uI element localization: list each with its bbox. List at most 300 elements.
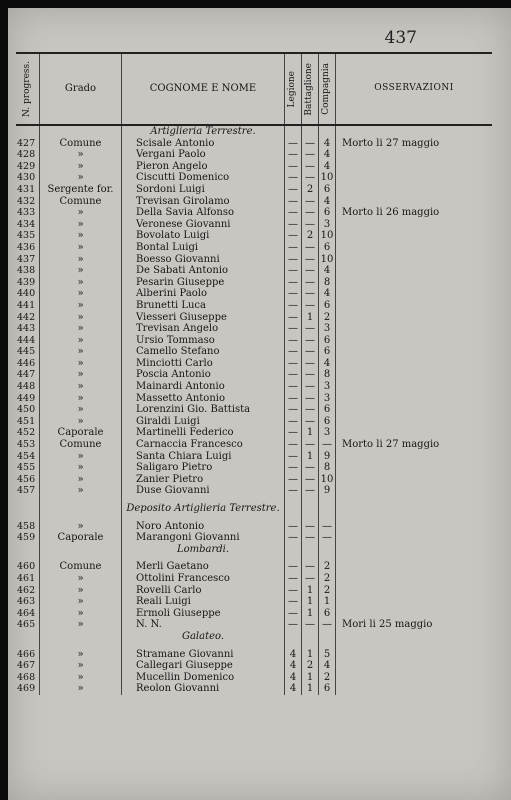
table-row — [16, 381, 492, 393]
grado-cell: » — [40, 404, 122, 416]
grado-cell: » — [40, 358, 122, 370]
compagnia-cell: — — [319, 439, 336, 451]
grado-cell: » — [40, 207, 122, 219]
battaglione-cell: 1 — [302, 312, 319, 324]
osservazioni-cell — [336, 485, 492, 497]
table-row — [16, 138, 492, 150]
battaglione-cell — [302, 503, 319, 515]
table-row — [16, 393, 492, 405]
battaglione-cell: 1 — [302, 585, 319, 597]
battaglione-cell: — — [302, 172, 319, 184]
osservazioni-cell — [336, 544, 492, 556]
battaglione-cell: — — [302, 462, 319, 474]
name-cell: Duse Giovanni — [122, 485, 285, 497]
osservazioni-cell — [336, 561, 492, 573]
progress-number: 427 — [16, 138, 40, 150]
legione-cell — [285, 544, 302, 556]
table-header — [16, 54, 492, 126]
progress-number: 432 — [16, 196, 40, 208]
name-cell: Callegari Giuseppe — [122, 660, 285, 672]
compagnia-cell: 10 — [319, 230, 336, 242]
grado-cell: » — [40, 660, 122, 672]
compagnia-cell: 6 — [319, 335, 336, 347]
battaglione-cell — [302, 631, 319, 643]
progress-number: 448 — [16, 381, 40, 393]
legione-cell: — — [285, 230, 302, 242]
name-cell: Della Savia Alfonso — [122, 207, 285, 219]
osservazioni-cell — [336, 608, 492, 620]
progress-number: 431 — [16, 184, 40, 196]
battaglione-cell: — — [302, 439, 319, 451]
grado-cell: » — [40, 172, 122, 184]
table-row — [16, 207, 492, 219]
section-heading-row — [16, 544, 492, 556]
progress-number: 458 — [16, 521, 40, 533]
compagnia-cell: 10 — [319, 254, 336, 266]
name-cell: Scisale Antonio — [122, 138, 285, 150]
osservazioni-cell — [336, 393, 492, 405]
battaglione-cell: 1 — [302, 672, 319, 684]
osservazioni-cell — [336, 404, 492, 416]
compagnia-cell: 2 — [319, 573, 336, 585]
table-row — [16, 230, 492, 242]
progress-number: 429 — [16, 161, 40, 173]
compagnia-cell — [319, 126, 336, 138]
legione-cell: — — [285, 474, 302, 486]
progress-number: 433 — [16, 207, 40, 219]
legione-cell: — — [285, 596, 302, 608]
compagnia-cell: 6 — [319, 404, 336, 416]
battaglione-cell: 2 — [302, 184, 319, 196]
legione-cell: — — [285, 532, 302, 544]
legione-cell — [285, 503, 302, 515]
progress-number: 468 — [16, 672, 40, 684]
grado-cell: Comune — [40, 138, 122, 150]
legione-cell: — — [285, 265, 302, 277]
name-cell: Poscia Antonio — [122, 369, 285, 381]
legione-cell: — — [285, 404, 302, 416]
progress-number: 442 — [16, 312, 40, 324]
battaglione-cell: — — [302, 619, 319, 631]
num-cell — [16, 126, 40, 138]
legione-cell: — — [285, 451, 302, 463]
progress-number: 434 — [16, 219, 40, 231]
osservazioni-cell: Morto li 27 maggio — [342, 439, 440, 451]
compagnia-cell: 9 — [319, 451, 336, 463]
legione-cell: — — [285, 335, 302, 347]
osservazioni-cell — [336, 242, 492, 254]
compagnia-cell — [319, 544, 336, 556]
name-cell: Ermoli Giuseppe — [122, 608, 285, 620]
grado-cell: Comune — [40, 196, 122, 208]
grado-cell: » — [40, 219, 122, 231]
osservazioni-cell — [336, 381, 492, 393]
grado-cell: » — [40, 335, 122, 347]
num-cell — [16, 544, 40, 556]
grado-cell: » — [40, 265, 122, 277]
header-num: N. progress. — [16, 54, 40, 124]
table-row — [16, 672, 492, 684]
osservazioni-cell — [336, 521, 492, 533]
compagnia-cell: 6 — [319, 608, 336, 620]
table-row — [16, 184, 492, 196]
osservazioni-cell — [336, 172, 492, 184]
battaglione-cell: — — [302, 207, 319, 219]
name-cell: Trevisan Girolamo — [122, 196, 285, 208]
osservazioni-cell — [336, 596, 492, 608]
compagnia-cell: — — [319, 532, 336, 544]
battaglione-cell: 1 — [302, 649, 319, 661]
osservazioni-cell — [336, 649, 492, 661]
grado-cell: » — [40, 521, 122, 533]
legione-cell: 4 — [285, 649, 302, 661]
table-row — [16, 323, 492, 335]
grado-cell: » — [40, 619, 122, 631]
osservazioni-cell — [336, 672, 492, 684]
battaglione-cell: — — [302, 254, 319, 266]
legione-cell: — — [285, 393, 302, 405]
progress-number: 460 — [16, 561, 40, 573]
battaglione-cell: — — [302, 485, 319, 497]
osservazioni-cell — [336, 323, 492, 335]
legione-cell: — — [285, 561, 302, 573]
progress-number: 452 — [16, 427, 40, 439]
osservazioni-cell — [336, 369, 492, 381]
table-row — [16, 596, 492, 608]
progress-number: 435 — [16, 230, 40, 242]
compagnia-cell: 6 — [319, 683, 336, 695]
osservazioni-cell — [336, 683, 492, 695]
name-cell: Veronese Giovanni — [122, 219, 285, 231]
osservazioni-cell — [336, 300, 492, 312]
legione-cell: — — [285, 369, 302, 381]
battaglione-cell: — — [302, 219, 319, 231]
grado-cell: » — [40, 672, 122, 684]
name-cell: Merli Gaetano — [122, 561, 285, 573]
page-number: 437 — [384, 28, 417, 48]
grado-cell: » — [40, 608, 122, 620]
battaglione-cell: — — [302, 288, 319, 300]
battaglione-cell: — — [302, 561, 319, 573]
name-cell: Stramane Giovanni — [122, 649, 285, 661]
section-heading-row — [16, 126, 492, 138]
name-cell: Alberini Paolo — [122, 288, 285, 300]
compagnia-cell: 2 — [319, 672, 336, 684]
osservazioni-cell — [336, 474, 492, 486]
name-cell: Sordoni Luigi — [122, 184, 285, 196]
legione-cell: — — [285, 254, 302, 266]
grado-cell — [40, 126, 122, 138]
osservazioni-cell — [336, 503, 492, 515]
header-legione: Legione — [285, 54, 302, 124]
battaglione-cell: — — [302, 196, 319, 208]
compagnia-cell — [319, 631, 336, 643]
osservazioni-cell — [336, 230, 492, 242]
legione-cell: — — [285, 573, 302, 585]
table-row — [16, 161, 492, 173]
table-row — [16, 369, 492, 381]
osservazioni-cell — [336, 196, 492, 208]
osservazioni-cell — [336, 416, 492, 428]
name-cell: Bontal Luigi — [122, 242, 285, 254]
osservazioni-cell — [336, 573, 492, 585]
name-cell: Saligaro Pietro — [122, 462, 285, 474]
grado-cell: Comune — [40, 439, 122, 451]
progress-number: 428 — [16, 149, 40, 161]
section-heading-row — [16, 503, 492, 515]
progress-number: 440 — [16, 288, 40, 300]
name-cell: Ciscutti Domenico — [122, 172, 285, 184]
progress-number: 463 — [16, 596, 40, 608]
osservazioni-cell — [336, 254, 492, 266]
name-cell: Noro Antonio — [122, 521, 285, 533]
grado-cell: » — [40, 230, 122, 242]
grado-cell — [40, 544, 122, 556]
progress-number: 430 — [16, 172, 40, 184]
progress-number: 465 — [16, 619, 40, 631]
name-cell: De Sabati Antonio — [122, 265, 285, 277]
section-heading-row — [16, 631, 492, 643]
compagnia-cell: 6 — [319, 184, 336, 196]
battaglione-cell: 1 — [302, 683, 319, 695]
compagnia-cell: 4 — [319, 660, 336, 672]
progress-number: 453 — [16, 439, 40, 451]
legione-cell: — — [285, 184, 302, 196]
osservazioni-cell — [336, 585, 492, 597]
header-battaglione: Battaglione — [302, 54, 319, 124]
legione-cell: — — [285, 207, 302, 219]
legione-cell: — — [285, 381, 302, 393]
legione-cell: — — [285, 312, 302, 324]
battaglione-cell: — — [302, 416, 319, 428]
legione-cell: — — [285, 242, 302, 254]
battaglione-cell: — — [302, 474, 319, 486]
battaglione-cell: — — [302, 521, 319, 533]
compagnia-cell: 3 — [319, 427, 336, 439]
compagnia-cell: 3 — [319, 219, 336, 231]
grado-cell: » — [40, 474, 122, 486]
battaglione-cell: 1 — [302, 596, 319, 608]
table-row — [16, 300, 492, 312]
progress-number: 456 — [16, 474, 40, 486]
compagnia-cell: 4 — [319, 138, 336, 150]
header-name: COGNOME E NOME — [122, 54, 285, 124]
battaglione-cell: — — [302, 335, 319, 347]
battaglione-cell: 2 — [302, 230, 319, 242]
name-cell: Reali Luigi — [122, 596, 285, 608]
table-row — [16, 573, 492, 585]
section-title: Artiglieria Terrestre. — [122, 126, 285, 138]
compagnia-cell: 6 — [319, 346, 336, 358]
compagnia-cell: 6 — [319, 242, 336, 254]
section-title: Lombardi. — [122, 544, 285, 556]
progress-number: 464 — [16, 608, 40, 620]
legione-cell: 4 — [285, 683, 302, 695]
compagnia-cell: 6 — [319, 207, 336, 219]
legione-cell: — — [285, 219, 302, 231]
compagnia-cell: 2 — [319, 561, 336, 573]
grado-cell: » — [40, 161, 122, 173]
progress-number: 455 — [16, 462, 40, 474]
battaglione-cell: — — [302, 242, 319, 254]
compagnia-cell: 8 — [319, 277, 336, 289]
name-cell: Martinelli Federico — [122, 427, 285, 439]
battaglione-cell: — — [302, 161, 319, 173]
compagnia-cell: 4 — [319, 288, 336, 300]
legione-cell — [285, 631, 302, 643]
table-row — [16, 561, 492, 573]
battaglione-cell: — — [302, 381, 319, 393]
name-cell: Pieron Angelo — [122, 161, 285, 173]
progress-number: 457 — [16, 485, 40, 497]
table-row — [16, 485, 492, 497]
progress-number: 444 — [16, 335, 40, 347]
osservazioni-cell — [336, 335, 492, 347]
legione-cell: — — [285, 427, 302, 439]
compagnia-cell: 8 — [319, 369, 336, 381]
compagnia-cell: 6 — [319, 416, 336, 428]
legione-cell: — — [285, 300, 302, 312]
progress-number: 466 — [16, 649, 40, 661]
section-title: Deposito Artiglieria Terrestre. — [122, 503, 285, 515]
grado-cell: » — [40, 683, 122, 695]
name-cell: Vergani Paolo — [122, 149, 285, 161]
legione-cell: — — [285, 521, 302, 533]
progress-number: 459 — [16, 532, 40, 544]
battaglione-cell: 1 — [302, 451, 319, 463]
document-page — [8, 8, 511, 800]
grado-cell: Caporale — [40, 427, 122, 439]
grado-cell: » — [40, 393, 122, 405]
legione-cell: — — [285, 585, 302, 597]
battaglione-cell — [302, 126, 319, 138]
progress-number: 438 — [16, 265, 40, 277]
progress-number: 450 — [16, 404, 40, 416]
compagnia-cell: 2 — [319, 585, 336, 597]
battaglione-cell: 1 — [302, 427, 319, 439]
compagnia-cell: 4 — [319, 161, 336, 173]
table-row — [16, 474, 492, 486]
compagnia-cell: 4 — [319, 149, 336, 161]
legione-cell — [285, 126, 302, 138]
name-cell: Camello Stefano — [122, 346, 285, 358]
progress-number: 439 — [16, 277, 40, 289]
compagnia-cell: 6 — [319, 300, 336, 312]
num-cell — [16, 503, 40, 515]
battaglione-cell: — — [302, 300, 319, 312]
progress-number: 467 — [16, 660, 40, 672]
legione-cell: — — [285, 358, 302, 370]
table-row — [16, 404, 492, 416]
table-row — [16, 585, 492, 597]
progress-number: 441 — [16, 300, 40, 312]
grado-cell: Comune — [40, 561, 122, 573]
compagnia-cell: 3 — [319, 393, 336, 405]
battaglione-cell: — — [302, 149, 319, 161]
osservazioni-cell: Morto li 26 maggio — [342, 207, 440, 219]
name-cell: Bovolato Luigi — [122, 230, 285, 242]
grado-cell: Sergente for. — [40, 184, 122, 196]
grado-cell: » — [40, 312, 122, 324]
name-cell: Minciotti Carlo — [122, 358, 285, 370]
name-cell: Pesarin Giuseppe — [122, 277, 285, 289]
name-cell: Lorenzini Gio. Battista — [122, 404, 285, 416]
battaglione-cell: — — [302, 393, 319, 405]
grado-cell: » — [40, 323, 122, 335]
table-row — [16, 358, 492, 370]
table-row — [16, 196, 492, 208]
name-cell: Santa Chiara Luigi — [122, 451, 285, 463]
osservazioni-cell — [336, 288, 492, 300]
battaglione-cell: 1 — [302, 608, 319, 620]
legione-cell: — — [285, 346, 302, 358]
grado-cell: Caporale — [40, 532, 122, 544]
progress-number: 447 — [16, 369, 40, 381]
battaglione-cell: 2 — [302, 660, 319, 672]
battaglione-cell: — — [302, 277, 319, 289]
battaglione-cell: — — [302, 404, 319, 416]
table-row — [16, 265, 492, 277]
battaglione-cell: — — [302, 265, 319, 277]
compagnia-cell: 4 — [319, 265, 336, 277]
table-row — [16, 521, 492, 533]
legione-cell: — — [285, 462, 302, 474]
grado-cell: » — [40, 381, 122, 393]
legione-cell: — — [285, 138, 302, 150]
legione-cell: — — [285, 288, 302, 300]
battaglione-cell: — — [302, 346, 319, 358]
osservazioni-cell — [336, 660, 492, 672]
osservazioni-cell — [336, 184, 492, 196]
table-row — [16, 172, 492, 184]
name-cell: Zanier Pietro — [122, 474, 285, 486]
progress-number: 461 — [16, 573, 40, 585]
table-row — [16, 277, 492, 289]
legione-cell: — — [285, 439, 302, 451]
compagnia-cell: 1 — [319, 596, 336, 608]
name-cell: Brunetti Luca — [122, 300, 285, 312]
compagnia-cell: 8 — [319, 462, 336, 474]
name-cell: Massetto Antonio — [122, 393, 285, 405]
legione-cell: — — [285, 485, 302, 497]
name-cell: Boesso Giovanni — [122, 254, 285, 266]
table-row — [16, 649, 492, 661]
compagnia-cell: — — [319, 521, 336, 533]
battaglione-cell: — — [302, 323, 319, 335]
legione-cell: — — [285, 416, 302, 428]
table-row — [16, 346, 492, 358]
table-row — [16, 242, 492, 254]
table-row — [16, 254, 492, 266]
osservazioni-cell — [336, 161, 492, 173]
osservazioni-cell — [336, 346, 492, 358]
compagnia-cell: 9 — [319, 485, 336, 497]
osservazioni-cell: Morto li 27 maggio — [342, 137, 440, 149]
battaglione-cell — [302, 544, 319, 556]
legione-cell: 4 — [285, 660, 302, 672]
table-row — [16, 439, 492, 451]
progress-number: 462 — [16, 585, 40, 597]
compagnia-cell: 5 — [319, 649, 336, 661]
compagnia-cell: 10 — [319, 172, 336, 184]
progress-number: 469 — [16, 683, 40, 695]
name-cell: Trevisan Angelo — [122, 323, 285, 335]
osservazioni-cell: Mori li 25 maggio — [342, 619, 433, 631]
compagnia-cell: 3 — [319, 323, 336, 335]
name-cell: Mainardi Antonio — [122, 381, 285, 393]
progress-number: 443 — [16, 323, 40, 335]
grado-cell: » — [40, 242, 122, 254]
